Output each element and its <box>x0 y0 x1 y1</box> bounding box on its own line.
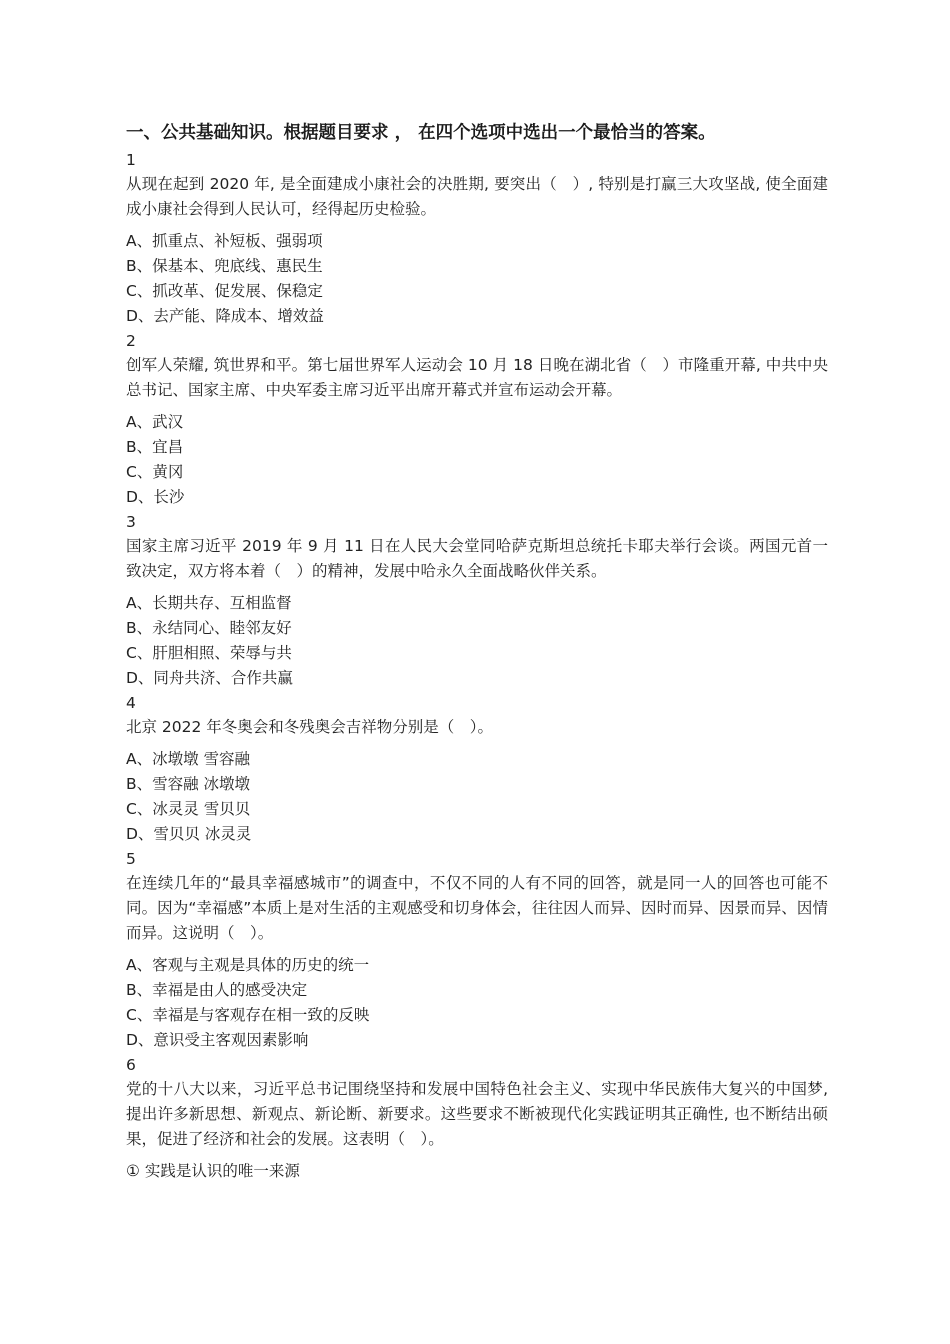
question-number: 1 <box>126 151 136 169</box>
option-d: D、雪贝贝 冰灵灵 <box>126 825 252 843</box>
option-b: B、永结同心、睦邻友好 <box>126 619 292 637</box>
option-b: B、宜昌 <box>126 438 184 456</box>
option-d: D、长沙 <box>126 488 185 506</box>
question-5 <box>126 847 828 1053</box>
question-stem: 从现在起到 2020 年, 是全面建成小康社会的决胜期, 要突出（ ）, 特别是打赢三大攻坚战, 使全面建成小康社会得到人民认可，经得起历史检验。 <box>126 175 828 218</box>
question-stem: 北京 2022 年冬奥会和冬残奥会吉祥物分别是（ ）。 <box>126 718 494 736</box>
option-c: C、肝胆相照、荣辱与共 <box>126 644 292 662</box>
option-a: A、抓重点、补短板、强弱项 <box>126 232 323 250</box>
question-stem: 在连续几年的“最具幸福感城市”的调查中，不仅不同的人有不同的回答，就是同一人的回答也可能不同。因为“幸福感”本质上是对生活的主观感受和切身体会，往往因人而异、因时而异、因景而异、因情而异。这说明（ ）。 <box>126 874 828 942</box>
question-number: 4 <box>126 694 136 712</box>
question-2 <box>126 329 828 510</box>
option-a: A、冰墩墩 雪容融 <box>126 750 251 768</box>
question-stem: 国家主席习近平 2019 年 9 月 11 日在人民大会堂同哈萨克斯坦总统托卡耶夫举行会谈。两国元首一致决定，双方将本着（ ）的精神，发展中哈永久全面战略伙伴关系。 <box>126 537 828 580</box>
question-number: 5 <box>126 850 136 868</box>
option-a: A、客观与主观是具体的历史的统一 <box>126 956 370 974</box>
option-c: C、幸福是与客观存在相一致的反映 <box>126 1006 370 1024</box>
question-stem: 党的十八大以来，习近平总书记围绕坚持和发展中国特色社会主义、实现中华民族伟大复兴的中国梦, 提出许多新思想、新观点、新论断、新要求。这些要求不断被现代化实践证明其正确性, 也不断结出硕果，促进了经济和社会的发展。这表明（ ）。 <box>126 1080 828 1148</box>
question-number: 3 <box>126 513 136 531</box>
question-3 <box>126 510 828 691</box>
option-a: A、长期共存、互相监督 <box>126 594 292 612</box>
section-heading: 一、公共基础知识。根据题目要求 ， 在四个选项中选出一个最恰当的答案。 <box>126 123 716 143</box>
document-page <box>126 118 828 1184</box>
option-b: B、幸福是由人的感受决定 <box>126 981 308 999</box>
question-stem: 创军人荣耀, 筑世界和平。第七届世界军人运动会 10 月 18 日晚在湖北省（ ）市隆重开幕, 中共中央总书记、国家主席、中央军委主席习近平出席开幕式并宣布运动会开幕。 <box>126 356 828 399</box>
question-1 <box>126 148 828 329</box>
option-1: ① 实践是认识的唯一来源 <box>126 1162 300 1180</box>
question-6 <box>126 1053 828 1184</box>
question-number: 6 <box>126 1056 136 1074</box>
option-d: D、意识受主客观因素影响 <box>126 1031 309 1049</box>
option-c: C、冰灵灵 雪贝贝 <box>126 800 251 818</box>
option-b: B、保基本、兜底线、惠民生 <box>126 257 323 275</box>
option-d: D、同舟共济、合作共赢 <box>126 669 293 687</box>
question-4 <box>126 691 828 847</box>
option-c: C、黄冈 <box>126 463 184 481</box>
option-d: D、去产能、降成本、增效益 <box>126 307 324 325</box>
option-c: C、抓改革、促发展、保稳定 <box>126 282 323 300</box>
option-a: A、武汉 <box>126 413 184 431</box>
question-number: 2 <box>126 332 136 350</box>
option-b: B、雪容融 冰墩墩 <box>126 775 251 793</box>
